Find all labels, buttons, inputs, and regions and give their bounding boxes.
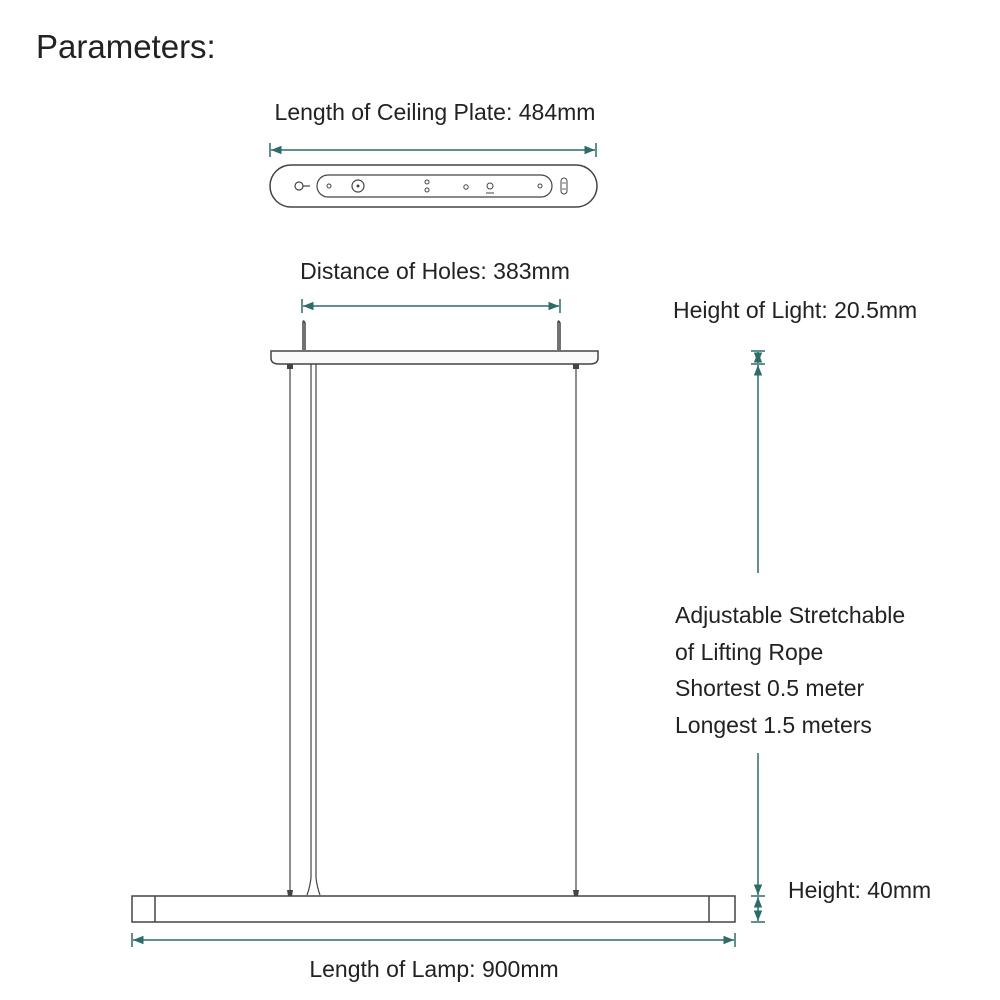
hole-distance-label: Distance of Holes: 383mm (300, 258, 570, 284)
rope-note-line-2: of Lifting Rope (675, 638, 824, 665)
lamp-length-dimension (132, 933, 735, 947)
ceiling-plate-top-view (270, 165, 597, 207)
lamp-body (132, 896, 735, 922)
rope-note-line-3: Shortest 0.5 meter (675, 675, 865, 701)
page-title: Parameters: (36, 28, 216, 65)
light-height-label: Height of Light: 20.5mm (673, 297, 918, 323)
ceiling-plate-length-label: Length of Ceiling Plate: 484mm (274, 99, 596, 125)
lamp-length-label: Length of Lamp: 900mm (309, 956, 559, 982)
suspension-ropes (287, 364, 579, 896)
hole-distance-dimension (302, 299, 560, 313)
ceiling-plate-side-view (271, 321, 598, 369)
lamp-height-label: Height: 40mm (788, 877, 932, 903)
ceiling-plate-dimension (270, 143, 596, 157)
rope-note-line-1: Adjustable Stretchable (675, 602, 906, 628)
vertical-dimension (751, 351, 765, 922)
rope-note-line-4: Longest 1.5 meters (675, 711, 872, 738)
